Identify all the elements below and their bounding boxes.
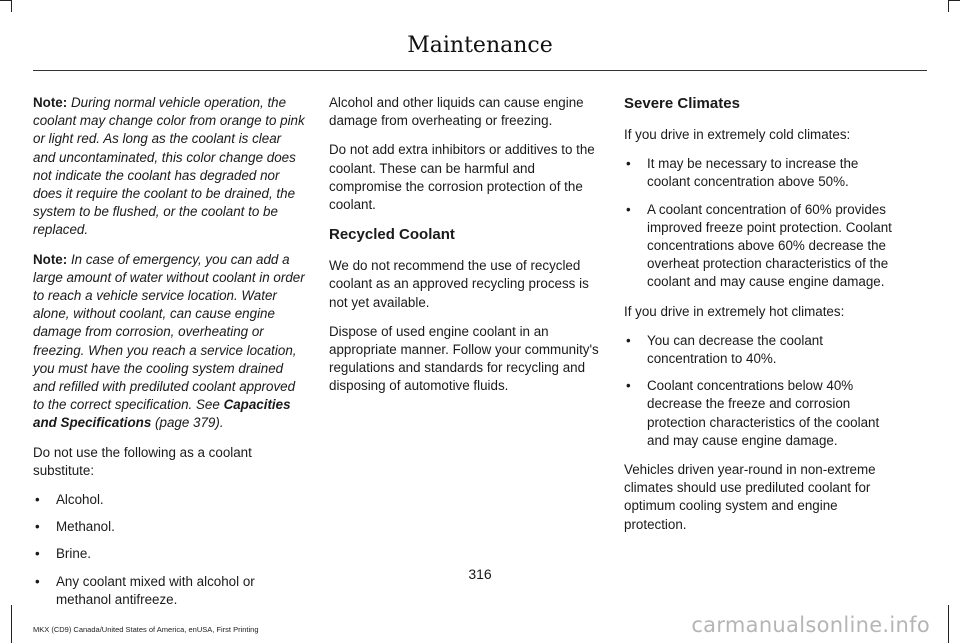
page-reference: (page 379) [155,415,220,431]
closing-paragraph: Vehicles driven year-round in non-extreme climates should use prediluted coolant for optimum cooling system and engine protection. [624,462,876,532]
hot-climate-intro: If you drive in extremely hot climates: [624,303,845,319]
paragraph: Alcohol and other liquids can cause engine damage from overheating or freezing. [329,95,584,129]
page-number: 316 [468,566,492,582]
paragraph: Dispose of used engine coolant in an appropriate manner. Follow your community's regulations and standards for recycling and disposing of automotive fluids. [329,323,599,394]
note-emergency-water [33,251,306,433]
watermark: carmanualsonline.info [691,613,930,637]
hot-climate-list [624,332,897,450]
header-divider [33,70,927,71]
note-text: During normal vehicle operation, the coolant may change color from orange to pink or light red. As long as the coolant is clear and uncontaminated, this color change does not indicate the coolant has degraded nor does it require the coolant to be drained, the system to be flushed, or the coolant to be replaced. [33,95,305,238]
list-item: • A coolant concentration of 60% provides improved freeze point protection. Coolant concentrations above 60% decrease the overheat protection characteristics of the coolant and may cause engine damage. [624,201,897,292]
page-title: Maintenance [407,33,553,58]
note-coolant-color [33,94,306,240]
list-item: • Brine. [33,545,306,563]
note-end: . [219,415,224,431]
note-label: Note: [33,251,68,267]
middle-column [329,94,602,407]
section-heading-severe-climates: Severe Climates [624,95,740,112]
substitute-intro: Do not use the following as a coolant substitute: [33,444,252,478]
paragraph: We do not recommend the use of recycled coolant as an approved recycling process is not yet available. [329,258,589,310]
paragraph: Do not add extra inhibitors or additives to the coolant. These can be harmful and compromise the corrosion protection of the coolant. [329,142,595,213]
crop-mark-top-right [948,0,960,1]
crop-mark-bottom-right [948,605,949,643]
note-label: Note: [33,95,68,110]
list-item: • Any coolant mixed with alcohol or methanol antifreeze. [33,573,306,609]
right-column [624,94,897,545]
list-item: • Coolant concentrations below 40% decrease the freeze and corrosion protection characteristics of the coolant and may cause engine damage. [624,377,897,450]
crop-mark-top-right-vertical [948,0,949,12]
list-item: • Methanol. [33,518,306,536]
list-item: • Alcohol. [33,491,306,509]
list-item: • You can decrease the coolant concentration to 40%. [624,332,897,368]
cold-climate-intro: If you drive in extremely cold climates: [624,127,851,142]
crop-mark-bottom-left [11,605,12,643]
left-column [33,94,306,620]
edition-info: MKX (CD9) Canada/United States of America, enUSA, First Printing [33,625,259,634]
crop-mark-top-left-vertical [11,0,12,12]
note-text: In case of emergency, you can add a large amount of water without coolant in order to reach a vehicle service location. Water alone, without coolant, can cause engine damage from corrosion, overheating or freezing. When you reach a service location, you must have the cooling system drained and refilled with prediluted coolant approved to the correct specification. See [33,251,305,413]
section-heading-recycled-coolant: Recycled Coolant [329,226,455,244]
substitute-list [33,491,306,609]
cold-climate-list [624,155,897,291]
list-item: • It may be necessary to increase the coolant concentration above 50%. [624,155,897,191]
cross-reference-link[interactable]: Capacities and Specifications [33,397,291,431]
